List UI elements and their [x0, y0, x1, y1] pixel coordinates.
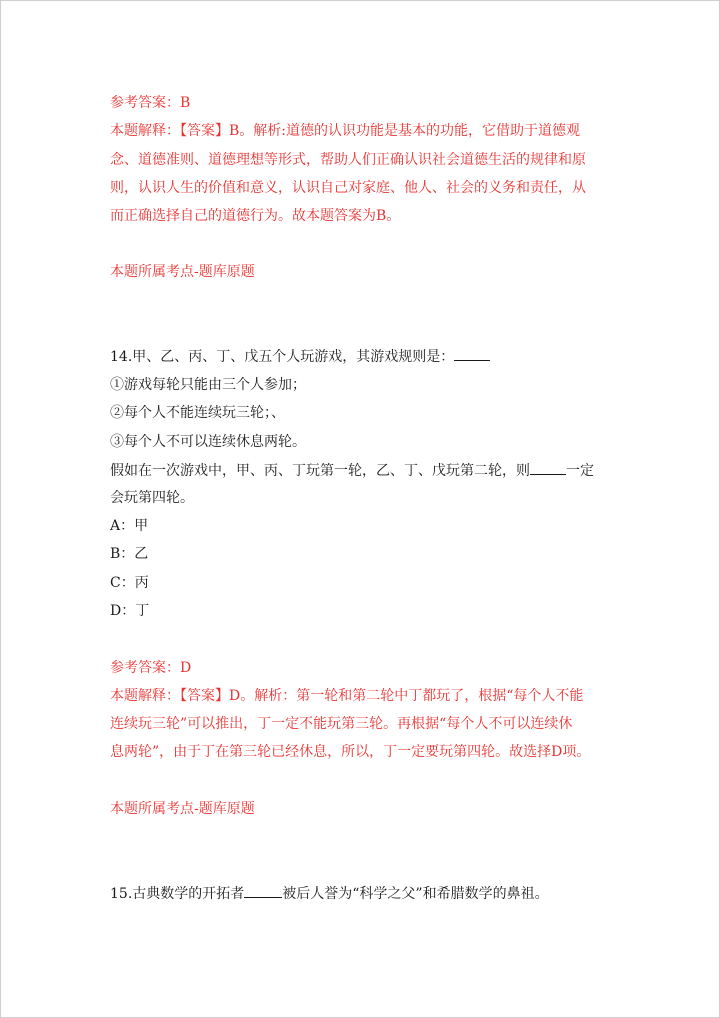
- option-b: B：乙: [110, 546, 149, 562]
- answer-blank: [454, 346, 490, 361]
- explanation-line: 息两轮”，由于丁在第三轮已经休息，所以，丁一定要玩第四轮。故选择D项。: [110, 744, 591, 760]
- condition-text: 一定: [566, 463, 594, 479]
- explanation-line: 而正确选择自己的道德行为。故本题答案为B。: [110, 208, 401, 224]
- rule-item: ①游戏每轮只能由三个人参加；: [110, 377, 306, 393]
- option-c: C：丙: [110, 575, 149, 591]
- answer-blank: [244, 883, 282, 898]
- question-stem-text: 被后人誉为“科学之父”和希腊数学的鼻祖。: [282, 886, 549, 902]
- explanation-line: 念、道德准则、道德理想等形式，帮助人们正确认识社会道德生活的规律和原: [110, 152, 586, 168]
- condition-line: 会玩第四轮。: [110, 490, 194, 506]
- option-a: A：甲: [110, 518, 149, 534]
- answer-blank: [530, 460, 566, 475]
- condition-text: 假如在一次游戏中，甲、丙、丁玩第一轮，乙、丁、戊玩第二轮，则: [110, 463, 530, 479]
- rule-item: ②每个人不能连续玩三轮；、: [110, 405, 285, 421]
- explanation-line: 连续玩三轮”可以推出，丁一定不能玩第三轮。再根据“每个人不可以连续休: [110, 716, 573, 732]
- explanation-line: 则，认识人生的价值和意义，认识自己对家庭、他人、社会的义务和责任，从: [110, 180, 586, 196]
- answer-label: 参考答案：D: [110, 660, 192, 676]
- explanation-line: 本题解释：【答案】D。解析：第一轮和第二轮中丁都玩了，根据“每个人不能: [110, 688, 584, 704]
- question-stem-text: 14.甲、乙、丙、丁、戊五个人玩游戏，其游戏规则是：: [110, 349, 455, 365]
- question-stem: [110, 346, 490, 367]
- option-d: D：丁: [110, 603, 150, 619]
- question-stem: [110, 883, 549, 904]
- source-note: 本题所属考点-题库原题: [110, 264, 255, 280]
- question-stem-text: 15.古典数学的开拓者: [110, 886, 245, 902]
- rule-item: ③每个人不可以连续休息两轮。: [110, 434, 306, 450]
- source-note: 本题所属考点-题库原题: [110, 801, 255, 817]
- condition-line: [110, 460, 594, 481]
- explanation-line: 本题解释：【答案】B。解析:道德的认识功能是基本的功能，它借助于道德观: [110, 123, 581, 139]
- answer-label: 参考答案：B: [110, 95, 191, 111]
